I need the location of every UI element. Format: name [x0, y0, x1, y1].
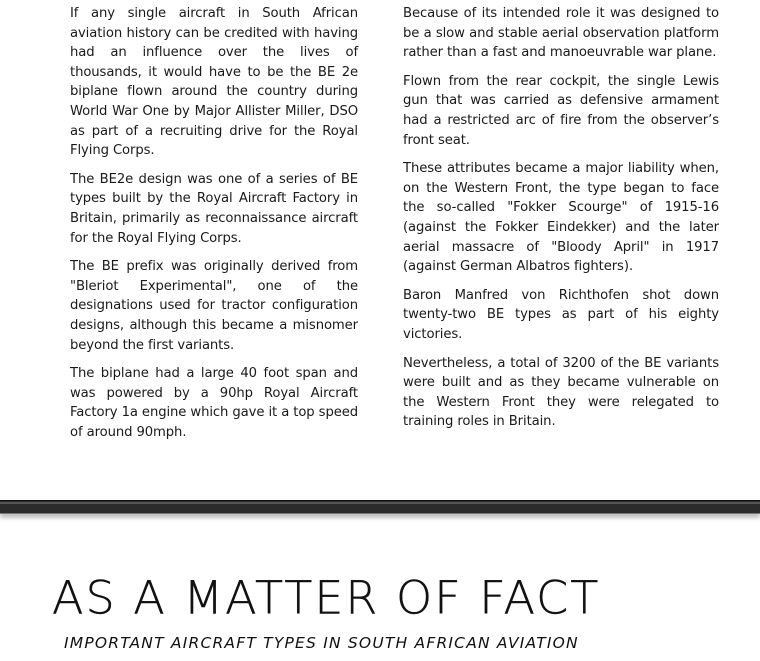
paragraph: The biplane had a large 40 foot span and was powered by a 90hp Royal Aircraft Factory 1a engine which gave it a top speed of around 90mph.: [70, 366, 359, 440]
paragraph: If any single aircraft in South African aviation history can be credited with having had an influence over the lives of thousands, it would have to be the BE 2e biplane flown around the country during World War One by Major Allister Miller, DSO as part of a recruiting drive for the Royal Flying Corps.: [70, 6, 358, 159]
section-banner-title: AS A MATTER OF FACT: [52, 571, 601, 625]
paragraph: Flown from the rear cockpit, the single Lewis gun that was carried as defensive armament had a restricted arc of fire from the observer’s front seat.: [403, 73, 719, 148]
paragraph: Because of its intended role it was designed to be a slow and stable aerial observation platform rather than a fast and manoeuvrable war plane.: [403, 6, 719, 61]
section-divider-highlight: [0, 502, 760, 504]
paragraph: Nevertheless, a total of 3200 of the BE variants were built and as they became vulnerable on the Western Front they were relegated to training roles in Britain.: [403, 355, 719, 430]
paragraph: The BE2e design was one of a series of BE types built by the Royal Aircraft Factory in Britain, primarily as reconnaissance aircraft for the Royal Flying Corps.: [70, 171, 358, 246]
paragraph: The BE prefix was originally derived from "Bleriot Experimental", one of the designations used for tractor configuration designs, although this became a misnomer beyond the first variants.: [70, 259, 358, 353]
article-left-column: [70, 4, 358, 451]
paragraph: Baron Manfred von Richthofen shot down twenty-two BE types as part of his eighty victories.: [403, 287, 719, 342]
paragraph: These attributes became a major liability when, on the Western Front, the type began to face the so-called "Fokker Scourge" of 1915-16 (against the Fokker Eindekker) and the later aerial massacre of "Bloody April" in 1917 (against German Albatros fighters).: [403, 161, 719, 275]
section-banner-subtitle: IMPORTANT AIRCRAFT TYPES IN SOUTH AFRICAN AVIATION: [64, 634, 579, 652]
article-right-column: [403, 4, 719, 441]
